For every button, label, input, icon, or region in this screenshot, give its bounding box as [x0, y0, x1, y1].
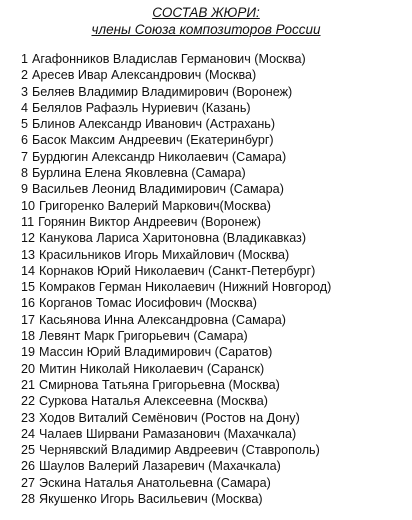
- jury-member-item: [21, 410, 411, 426]
- jury-member-item: [21, 165, 411, 181]
- jury-member-number: 13: [21, 247, 36, 262]
- jury-member-name: Васильев Леонид Владимирович (Самара): [32, 182, 284, 197]
- jury-member-name: Блинов Александр Иванович (Астрахань): [32, 117, 276, 132]
- jury-member-item: [21, 475, 411, 491]
- jury-member-name: Аресев Ивар Александрович (Москва): [32, 68, 257, 83]
- jury-member-number: 9: [21, 182, 29, 197]
- jury-member-number: 11: [21, 214, 35, 229]
- jury-member-name: Горянин Виктор Андреевич (Воронеж): [38, 214, 261, 229]
- jury-member-item: [21, 51, 411, 67]
- jury-member-number: 17: [21, 312, 36, 327]
- page-title: СОСТАВ ЖЮРИ:: [152, 5, 260, 20]
- document-header: [0, 4, 412, 38]
- jury-member-name: Беляев Владимир Владимирович (Воронеж): [32, 84, 293, 99]
- jury-member-item: [21, 230, 411, 246]
- jury-member-number: 5: [21, 117, 29, 132]
- jury-member-number: 20: [21, 361, 36, 376]
- jury-member-item: [21, 67, 411, 83]
- jury-member-item: [21, 116, 411, 132]
- jury-member-number: 14: [21, 263, 36, 278]
- jury-member-item: [21, 181, 411, 197]
- jury-member-name: Левянт Марк Григорьевич (Самара): [39, 329, 248, 344]
- jury-member-item: [21, 393, 411, 409]
- jury-member-name: Смирнова Татьяна Григорьевна (Москва): [39, 377, 280, 392]
- jury-member-name: Касьянова Инна Александровна (Самара): [39, 312, 286, 327]
- jury-member-number: 12: [21, 231, 36, 246]
- jury-member-name: Григоренко Валерий Маркович(Москва): [39, 198, 271, 213]
- jury-member-number: 6: [21, 133, 29, 148]
- jury-member-number: 26: [21, 459, 36, 474]
- jury-list: [21, 51, 411, 507]
- jury-member-name: Бурлина Елена Яковлевна (Самара): [32, 166, 246, 181]
- jury-member-name: Канукова Лариса Харитоновна (Владикавказ): [39, 231, 307, 246]
- jury-member-name: Митин Николай Николаевич (Саранск): [39, 361, 265, 376]
- jury-member-name: Агафонников Владислав Германович (Москва): [32, 52, 306, 66]
- jury-member-number: 23: [21, 410, 36, 425]
- jury-member-number: 22: [21, 394, 36, 409]
- jury-member-name: Шаулов Валерий Лазаревич (Махачкала): [39, 459, 281, 474]
- jury-member-item: [21, 214, 411, 230]
- jury-member-name: Эскина Наталья Анатольевна (Самара): [39, 475, 271, 490]
- jury-member-item: [21, 328, 411, 344]
- jury-member-name: Якушенко Игорь Васильевич (Москва): [39, 492, 263, 507]
- jury-member-item: [21, 263, 411, 279]
- jury-member-name: Чернявский Владимир Авдреевич (Ставрополь): [39, 443, 320, 458]
- jury-member-name: Корганов Томас Иосифович (Москва): [39, 296, 257, 311]
- jury-member-number: 2: [21, 68, 29, 83]
- jury-member-item: [21, 295, 411, 311]
- jury-member-number: 1: [21, 52, 29, 66]
- jury-member-item: [21, 132, 411, 148]
- jury-member-number: 7: [21, 149, 29, 164]
- jury-member-item: [21, 458, 411, 474]
- jury-member-item: [21, 361, 411, 377]
- jury-member-number: 4: [21, 100, 29, 115]
- jury-member-number: 10: [21, 198, 36, 213]
- jury-member-name: Массин Юрий Владимирович (Саратов): [39, 345, 273, 360]
- jury-member-item: [21, 84, 411, 100]
- jury-member-item: [21, 198, 411, 214]
- jury-member-item: [21, 344, 411, 360]
- jury-member-number: 19: [21, 345, 36, 360]
- jury-member-item: [21, 149, 411, 165]
- jury-member-number: 16: [21, 296, 36, 311]
- page-subtitle: члены Союза композиторов России: [91, 22, 321, 37]
- jury-member-number: 21: [21, 377, 36, 392]
- jury-member-item: [21, 377, 411, 393]
- jury-member-name: Комраков Герман Николаевич (Нижний Новгород): [39, 280, 332, 295]
- jury-member-name: Чалаев Ширвани Рамазанович (Махачкала): [39, 426, 297, 441]
- jury-member-item: [21, 100, 411, 116]
- jury-member-item: [21, 426, 411, 442]
- jury-member-name: Корнаков Юрий Николаевич (Санкт-Петербург): [39, 263, 316, 278]
- jury-member-name: Ходов Виталий Семёнович (Ростов на Дону): [39, 410, 300, 425]
- jury-member-number: 8: [21, 166, 29, 181]
- jury-member-name: Басок Максим Андреевич (Екатеринбург): [32, 133, 274, 148]
- jury-member-item: [21, 312, 411, 328]
- jury-member-item: [21, 442, 411, 458]
- jury-member-name: Суркова Наталья Алексеевна (Москва): [39, 394, 268, 409]
- jury-member-item: [21, 247, 411, 263]
- jury-member-number: 25: [21, 443, 36, 458]
- jury-member-item: [21, 279, 411, 295]
- jury-member-name: Красильников Игорь Михайлович (Москва): [39, 247, 290, 262]
- jury-member-number: 15: [21, 280, 36, 295]
- jury-member-number: 24: [21, 426, 36, 441]
- jury-member-number: 27: [21, 475, 36, 490]
- jury-member-name: Белялов Рафаэль Нуриевич (Казань): [32, 100, 251, 115]
- jury-member-name: Бурдюгин Александр Николаевич (Самара): [32, 149, 287, 164]
- jury-member-item: [21, 491, 411, 507]
- jury-member-number: 28: [21, 492, 36, 507]
- jury-member-number: 18: [21, 329, 36, 344]
- jury-member-number: 3: [21, 84, 29, 99]
